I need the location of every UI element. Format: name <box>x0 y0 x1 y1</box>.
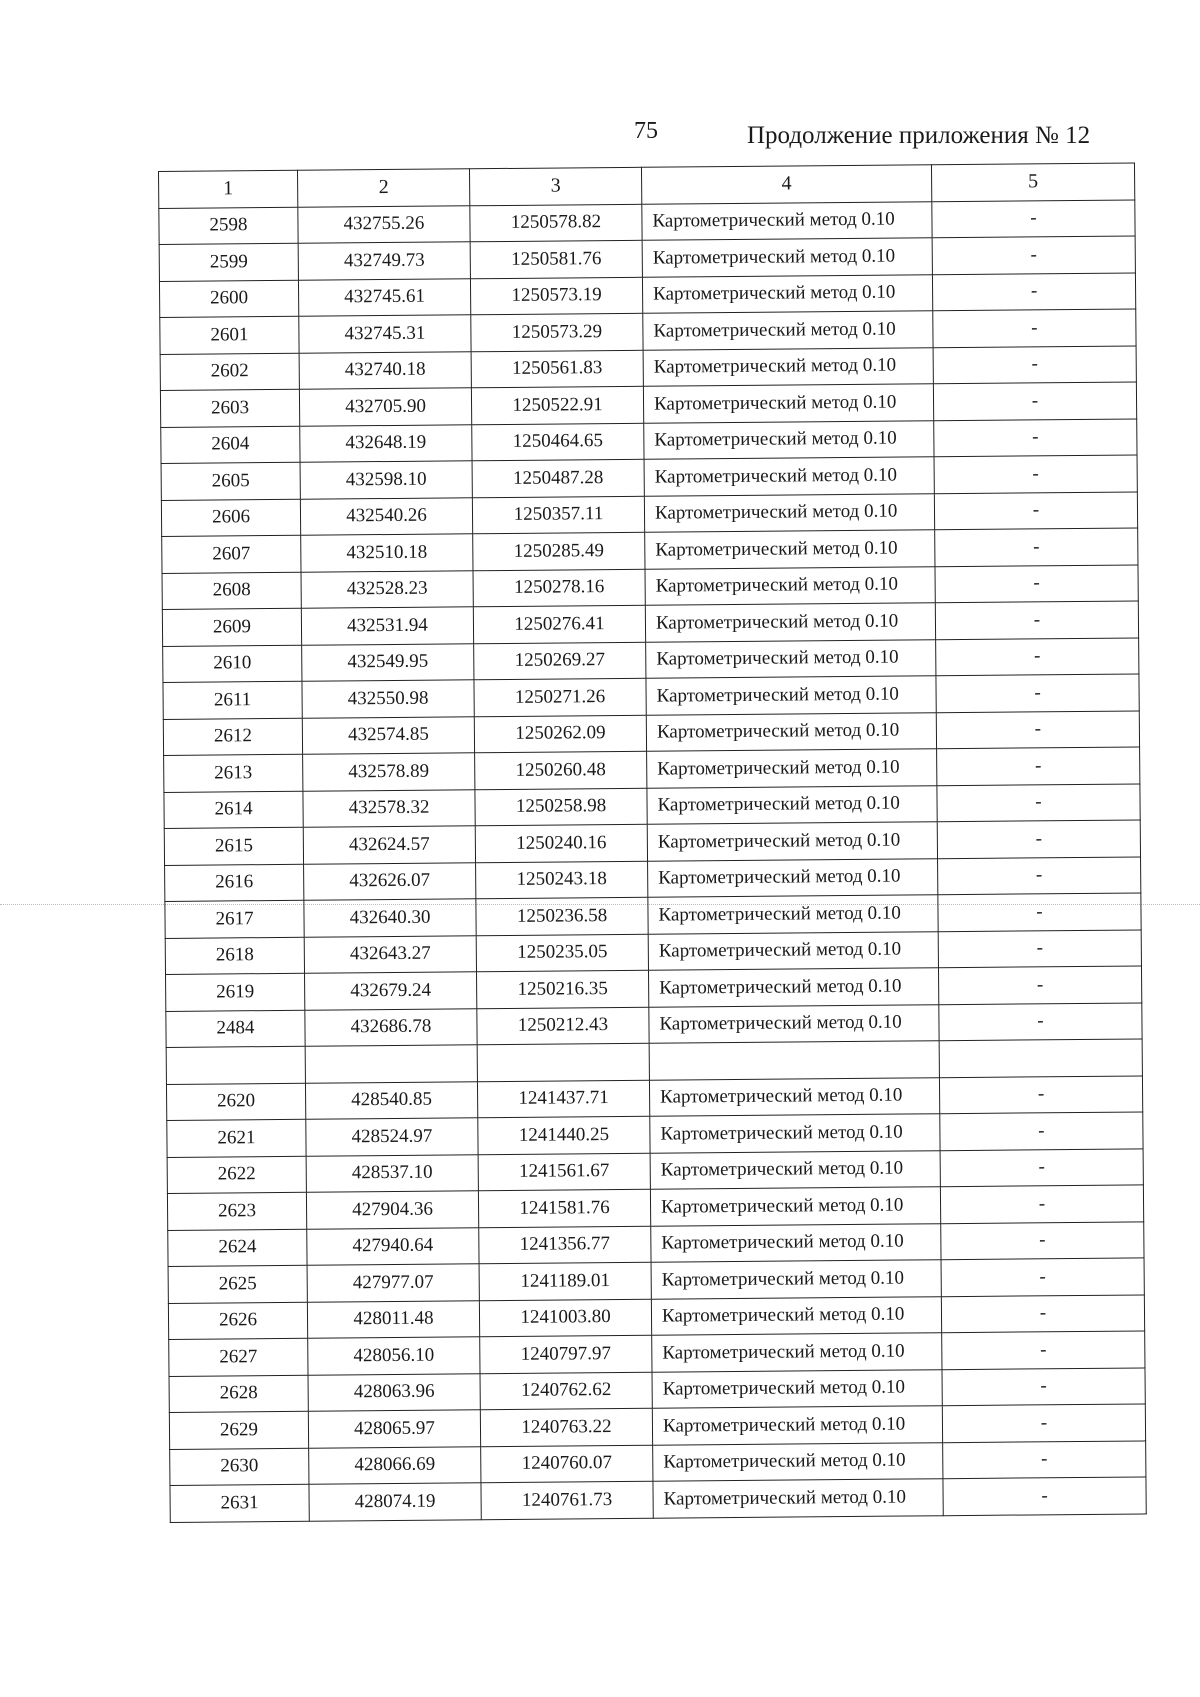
method-description-cell <box>649 1041 939 1080</box>
coordinate-y-cell: 1241440.25 <box>478 1116 650 1154</box>
method-description-cell: Картометрический метод 0.10 <box>653 1442 943 1481</box>
coordinate-x-cell: 432679.24 <box>305 972 477 1010</box>
note-cell: - <box>934 455 1137 493</box>
note-cell: - <box>943 1477 1146 1515</box>
coordinate-y-cell: 1250573.19 <box>470 277 642 315</box>
coordinate-x-cell: 428066.69 <box>309 1446 481 1484</box>
coordinate-y-cell: 1250236.58 <box>476 897 648 935</box>
note-cell: - <box>934 491 1137 529</box>
note-cell: - <box>933 345 1136 383</box>
note-cell: - <box>940 1112 1143 1150</box>
appendix-title: Продолжение приложения № 12 <box>747 122 1091 149</box>
method-description-cell: Картометрический метод 0.10 <box>643 347 933 386</box>
coordinate-y-cell: 1250487.28 <box>472 459 644 497</box>
column-header-1: 1 <box>159 170 298 208</box>
note-cell: - <box>934 418 1137 456</box>
table-body <box>159 199 1146 1521</box>
method-description-cell: Картометрический метод 0.10 <box>650 1114 940 1153</box>
point-number-cell: 2609 <box>162 608 301 646</box>
column-header-5: 5 <box>931 163 1134 201</box>
point-number-cell: 2612 <box>163 718 302 756</box>
coordinate-x-cell: 428065.97 <box>308 1410 480 1448</box>
coordinate-x-cell: 432626.07 <box>304 862 476 900</box>
note-cell: - <box>937 747 1140 785</box>
method-description-cell: Картометрический метод 0.10 <box>649 1077 939 1116</box>
method-description-cell: Картометрический метод 0.10 <box>645 603 935 642</box>
method-description-cell: Картометрический метод 0.10 <box>648 895 938 934</box>
note-cell: - <box>941 1258 1144 1296</box>
note-cell: - <box>936 637 1139 675</box>
note-cell <box>939 1039 1142 1077</box>
coordinate-x-cell: 432755.26 <box>298 205 470 243</box>
point-number-cell: 2614 <box>164 791 303 829</box>
coordinate-y-cell: 1240761.73 <box>481 1481 653 1519</box>
coordinate-x-cell: 428011.48 <box>307 1300 479 1338</box>
method-description-cell: Картометрический метод 0.10 <box>648 968 938 1007</box>
note-cell: - <box>938 856 1141 894</box>
method-description-cell: Картометрический метод 0.10 <box>652 1369 942 1408</box>
point-number-cell: 2598 <box>159 207 298 245</box>
coordinate-y-cell: 1250258.98 <box>475 788 647 826</box>
point-number-cell: 2624 <box>168 1229 307 1267</box>
coordinate-y-cell: 1250235.05 <box>476 934 648 972</box>
column-header-2: 2 <box>297 169 469 207</box>
method-description-cell: Картометрический метод 0.10 <box>642 201 932 240</box>
coordinate-x-cell: 432550.98 <box>302 680 474 718</box>
coordinate-x-cell: 428540.85 <box>305 1081 477 1119</box>
method-description-cell: Картометрический метод 0.10 <box>642 274 932 313</box>
method-description-cell: Картометрический метод 0.10 <box>652 1333 942 1372</box>
point-number-cell: 2616 <box>165 864 304 902</box>
point-number-cell: 2617 <box>165 900 304 938</box>
method-description-cell: Картометрический метод 0.10 <box>647 749 937 788</box>
note-cell: - <box>943 1440 1146 1478</box>
coordinate-y-cell: 1250260.48 <box>475 751 647 789</box>
coordinate-y-cell: 1241581.76 <box>478 1189 650 1227</box>
coordinate-x-cell: 432574.85 <box>302 716 474 754</box>
note-cell: - <box>942 1367 1145 1405</box>
coordinate-x-cell: 432549.95 <box>302 643 474 681</box>
note-cell: - <box>936 674 1139 712</box>
coordinate-y-cell: 1250276.41 <box>473 605 645 643</box>
point-number-cell: 2619 <box>166 973 305 1011</box>
point-number-cell: 2603 <box>160 389 299 427</box>
coordinate-x-cell: 432624.57 <box>303 826 475 864</box>
coordinate-y-cell: 1250573.29 <box>471 313 643 351</box>
coordinate-x-cell: 428524.97 <box>306 1118 478 1156</box>
method-description-cell: Картометрический метод 0.10 <box>643 311 933 350</box>
coordinate-x-cell: 428056.10 <box>308 1337 480 1375</box>
coordinate-y-cell: 1250212.43 <box>477 1007 649 1045</box>
note-cell: - <box>940 1185 1143 1223</box>
point-number-cell: 2625 <box>168 1265 307 1303</box>
note-cell: - <box>935 564 1138 602</box>
point-number-cell: 2618 <box>165 937 304 975</box>
coordinate-y-cell <box>477 1043 649 1081</box>
coordinate-x-cell: 427977.07 <box>307 1264 479 1302</box>
point-number-cell: 2484 <box>166 1010 305 1048</box>
note-cell: - <box>937 820 1140 858</box>
point-number-cell: 2622 <box>167 1156 306 1194</box>
coordinate-y-cell: 1250581.76 <box>470 240 642 278</box>
coordinate-x-cell: 427940.64 <box>307 1227 479 1265</box>
note-cell: - <box>941 1294 1144 1332</box>
point-number-cell: 2611 <box>163 681 302 719</box>
method-description-cell: Картометрический метод 0.10 <box>652 1406 942 1445</box>
note-cell: - <box>941 1221 1144 1259</box>
note-cell: - <box>933 382 1136 420</box>
point-number-cell: 2606 <box>161 499 300 537</box>
coordinate-x-cell: 428537.10 <box>306 1154 478 1192</box>
coordinate-x-cell: 432740.18 <box>299 351 471 389</box>
note-cell: - <box>935 528 1138 566</box>
coordinate-y-cell: 1240760.07 <box>481 1445 653 1483</box>
note-cell: - <box>939 1002 1142 1040</box>
point-number-cell: 2604 <box>161 426 300 464</box>
point-number-cell: 2600 <box>159 280 298 318</box>
method-description-cell: Картометрический метод 0.10 <box>651 1296 941 1335</box>
method-description-cell: Картометрический метод 0.10 <box>644 457 934 496</box>
coordinate-y-cell: 1250357.11 <box>472 496 644 534</box>
point-number-cell <box>166 1046 305 1084</box>
method-description-cell: Картометрический метод 0.10 <box>646 712 936 751</box>
coordinate-x-cell: 432745.61 <box>298 278 470 316</box>
method-description-cell: Картометрический метод 0.10 <box>648 931 938 970</box>
note-cell: - <box>940 1148 1143 1186</box>
note-cell: - <box>933 309 1136 347</box>
method-description-cell: Картометрический метод 0.10 <box>644 493 934 532</box>
point-number-cell: 2627 <box>169 1338 308 1376</box>
coordinate-y-cell: 1250262.09 <box>474 715 646 753</box>
coordinate-x-cell: 432749.73 <box>298 242 470 280</box>
note-cell: - <box>938 929 1141 967</box>
point-number-cell: 2608 <box>162 572 301 610</box>
method-description-cell: Картометрический метод 0.10 <box>643 384 933 423</box>
point-number-cell: 2629 <box>169 1411 308 1449</box>
coordinate-y-cell: 1241437.71 <box>477 1080 649 1118</box>
coordinate-x-cell: 432745.31 <box>299 315 471 353</box>
coordinate-y-cell: 1250561.83 <box>471 350 643 388</box>
point-number-cell: 2620 <box>166 1083 305 1121</box>
point-number-cell: 2630 <box>170 1448 309 1486</box>
note-cell: - <box>932 272 1135 310</box>
method-description-cell: Картометрический метод 0.10 <box>651 1260 941 1299</box>
note-cell: - <box>938 966 1141 1004</box>
method-description-cell: Картометрический метод 0.10 <box>650 1187 940 1226</box>
point-number-cell: 2626 <box>168 1302 307 1340</box>
coordinate-y-cell: 1241561.67 <box>478 1153 650 1191</box>
coordinate-x-cell: 432640.30 <box>304 899 476 937</box>
coordinate-x-cell: 432648.19 <box>300 424 472 462</box>
coordinate-y-cell: 1250240.16 <box>475 824 647 862</box>
point-number-cell: 2605 <box>161 462 300 500</box>
point-number-cell: 2613 <box>164 754 303 792</box>
coordinate-y-cell: 1250522.91 <box>471 386 643 424</box>
point-number-cell: 2601 <box>160 316 299 354</box>
coordinate-x-cell: 432531.94 <box>301 607 473 645</box>
coordinate-y-cell: 1250216.35 <box>476 970 648 1008</box>
coordinate-x-cell: 432578.89 <box>303 753 475 791</box>
coordinate-x-cell: 432510.18 <box>301 534 473 572</box>
coordinate-x-cell: 432643.27 <box>304 935 476 973</box>
column-header-3: 3 <box>469 167 641 205</box>
note-cell: - <box>942 1404 1145 1442</box>
point-number-cell: 2631 <box>170 1484 309 1522</box>
note-cell: - <box>935 601 1138 639</box>
point-number-cell: 2621 <box>167 1119 306 1157</box>
coordinate-y-cell: 1240762.62 <box>480 1372 652 1410</box>
note-cell: - <box>937 783 1140 821</box>
coordinate-y-cell: 1240763.22 <box>480 1408 652 1446</box>
point-number-cell: 2610 <box>163 645 302 683</box>
coordinate-x-cell <box>305 1045 477 1083</box>
coordinate-y-cell: 1241003.80 <box>479 1299 651 1337</box>
coordinate-x-cell: 428074.19 <box>309 1483 481 1521</box>
point-number-cell: 2607 <box>162 535 301 573</box>
coordinate-x-cell: 432540.26 <box>300 497 472 535</box>
note-cell: - <box>936 710 1139 748</box>
method-description-cell: Картометрический метод 0.10 <box>651 1223 941 1262</box>
point-number-cell: 2628 <box>169 1375 308 1413</box>
method-description-cell: Картометрический метод 0.10 <box>647 822 937 861</box>
coordinate-x-cell: 432528.23 <box>301 570 473 608</box>
coordinate-x-cell: 428063.96 <box>308 1373 480 1411</box>
coordinate-y-cell: 1250271.26 <box>474 678 646 716</box>
note-cell: - <box>939 1075 1142 1113</box>
coordinate-y-cell: 1240797.97 <box>480 1335 652 1373</box>
method-description-cell: Картометрический метод 0.10 <box>642 238 932 277</box>
column-header-4: 4 <box>641 165 931 204</box>
coordinate-y-cell: 1250269.27 <box>474 642 646 680</box>
coordinate-x-cell: 432686.78 <box>305 1008 477 1046</box>
coordinate-x-cell: 427904.36 <box>306 1191 478 1229</box>
coordinates-table <box>158 162 1147 1522</box>
point-number-cell: 2599 <box>159 243 298 281</box>
coordinate-y-cell: 1250243.18 <box>476 861 648 899</box>
point-number-cell: 2623 <box>167 1192 306 1230</box>
page-number: 75 <box>634 118 658 144</box>
coordinate-y-cell: 1241356.77 <box>479 1226 651 1264</box>
coordinate-y-cell: 1250278.16 <box>473 569 645 607</box>
method-description-cell: Картометрический метод 0.10 <box>646 676 936 715</box>
coordinate-x-cell: 432598.10 <box>300 461 472 499</box>
note-cell: - <box>938 893 1141 931</box>
coordinate-y-cell: 1241189.01 <box>479 1262 651 1300</box>
method-description-cell: Картометрический метод 0.10 <box>649 1004 939 1043</box>
method-description-cell: Картометрический метод 0.10 <box>644 420 934 459</box>
note-cell: - <box>942 1331 1145 1369</box>
point-number-cell: 2615 <box>164 827 303 865</box>
table-row <box>170 1477 1146 1522</box>
method-description-cell: Картометрический метод 0.10 <box>650 1150 940 1189</box>
method-description-cell: Картометрический метод 0.10 <box>653 1479 943 1518</box>
coordinate-y-cell: 1250578.82 <box>470 204 642 242</box>
note-cell: - <box>932 199 1135 237</box>
coordinate-y-cell: 1250285.49 <box>473 532 645 570</box>
method-description-cell: Картометрический метод 0.10 <box>645 530 935 569</box>
point-number-cell: 2602 <box>160 353 299 391</box>
method-description-cell: Картометрический метод 0.10 <box>645 566 935 605</box>
method-description-cell: Картометрический метод 0.10 <box>648 858 938 897</box>
method-description-cell: Картометрический метод 0.10 <box>647 785 937 824</box>
coordinate-y-cell: 1250464.65 <box>472 423 644 461</box>
note-cell: - <box>932 236 1135 274</box>
coordinate-x-cell: 432705.90 <box>299 388 471 426</box>
method-description-cell: Картометрический метод 0.10 <box>646 639 936 678</box>
page-header <box>0 118 1200 158</box>
coordinate-x-cell: 432578.32 <box>303 789 475 827</box>
